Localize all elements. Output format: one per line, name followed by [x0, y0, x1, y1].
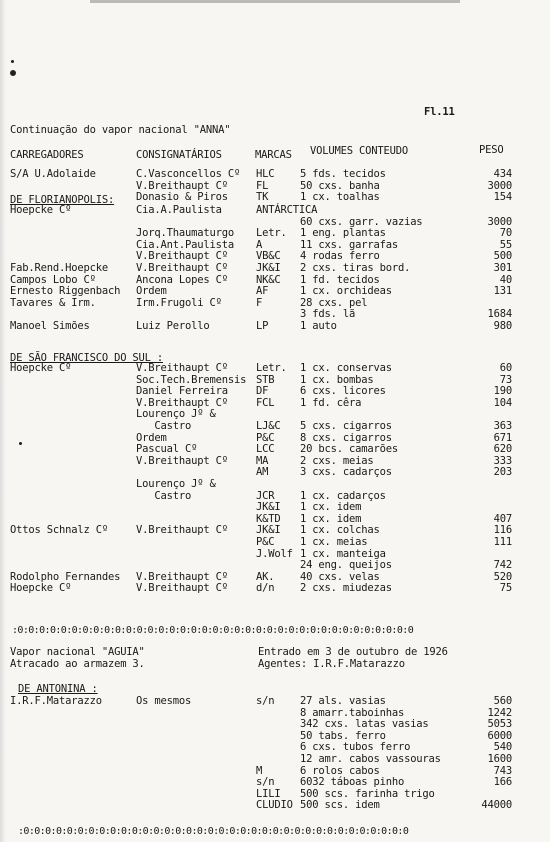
volumes-cell: 1 cx. idem [300, 512, 362, 525]
consignatario-cell: V.Breithaupt Cº [136, 362, 228, 374]
carregador-cell: Hoepcke Cº [10, 582, 72, 595]
consignatario-cell: C.Vasconcellos Cº [136, 168, 241, 180]
consignatario-cell: V.Breithaupt Cº [136, 454, 228, 467]
volumes-cell: 1 cx. conservas [300, 362, 392, 374]
vessel-berth: Atracado ao armazem 3. [10, 658, 145, 670]
peso-cell: 540 [493, 741, 512, 754]
peso-cell: 620 [493, 443, 512, 456]
volumes-cell: 1 cx. meias [300, 536, 368, 548]
marca-cell: P&C [256, 431, 275, 444]
marca-cell: AM [256, 466, 269, 479]
peso-cell: 1600 [487, 753, 512, 765]
peso-cell: 560 [493, 695, 512, 707]
marca-cell: K&TD [256, 512, 281, 525]
volumes-cell: 24 eng. queijos [300, 559, 392, 572]
peso-cell: 6000 [487, 729, 512, 742]
volumes-cell: 5 fds. tecidos [300, 168, 386, 180]
carregador-cell: Fab.Rend.Hoepcke [10, 262, 108, 274]
peso-cell: 70 [499, 227, 512, 240]
volumes-cell: 40 cxs. velas [300, 570, 380, 583]
marca-cell: JCR [256, 489, 275, 502]
volumes-cell: 60 cxs. garr. vazias [300, 215, 423, 228]
volumes-cell: 1 cx. colchas [300, 524, 380, 537]
peso-cell: 154 [493, 191, 512, 204]
marca-cell: MA [256, 454, 269, 467]
continuation-title: Continuação do vapor nacional "ANNA" [10, 124, 231, 136]
volumes-cell: 2 cxs. miudezas [300, 582, 392, 595]
separator-line-end: :0:0:0:0:0:0:0:0:0:0:0:0:0:0:0:0:0:0:0:0:0:0:0:0:0:0:0:0:0:0:0:0:0:0:0:0 [18, 826, 409, 837]
consignatario-cell: Cia.Ant.Paulista [136, 238, 234, 251]
volumes-cell: 1 cx. cadarços [300, 489, 386, 502]
peso-cell: 166 [493, 776, 512, 789]
peso-cell: 407 [493, 512, 512, 525]
section-title-antonina: DE ANTONINA : [18, 683, 98, 695]
peso-cell: 44000 [481, 799, 512, 812]
peso-cell: 40 [499, 273, 512, 286]
page-top-edge [90, 0, 460, 3]
peso-cell: 500 [493, 250, 512, 263]
marca-cell: DF [256, 385, 269, 398]
consignatario-cell: Pascual Cº [136, 443, 198, 456]
marca-cell: TK [256, 191, 269, 204]
peso-cell: 1684 [487, 308, 512, 321]
section-title: DE FLORIANOPOLIS: [10, 194, 115, 207]
marca-cell: JK&I [256, 501, 281, 514]
consignatario-cell: Cia.A.Paulista [136, 204, 222, 216]
volumes-cell: 3 fds. lã [300, 308, 356, 321]
consignatario-cell: Lourenço Jº & [136, 478, 216, 490]
marca-cell: Letr. [256, 227, 287, 240]
volumes-cell: 1 cx. idem [300, 501, 362, 514]
consignatario-cell: V.Breithaupt Cº [136, 396, 228, 409]
volumes-cell: 2 cxs. meias [300, 454, 374, 467]
marca-cell: NK&C [256, 273, 281, 286]
ink-spot [10, 70, 16, 76]
peso-cell: 104 [493, 396, 512, 409]
peso-cell: 75 [499, 582, 512, 595]
carregador-cell: Tavares & Irm. [10, 296, 96, 309]
consignatario-cell: V.Breithaupt Cº [136, 262, 228, 274]
consignatario-cell: Ordem [136, 431, 167, 444]
separator-line: :0:0:0:0:0:0:0:0:0:0:0:0:0:0:0:0:0:0:0:0:0:0:0:0:0:0:0:0:0:0:0:0:0:0:0:0:0 [12, 625, 414, 636]
marca-cell: FCL [256, 396, 275, 409]
page-fold [0, 0, 6, 842]
consignatario-cell: Soc.Tech.Bremensis [136, 373, 247, 386]
carregador-cell: Hoepcke Cº [10, 204, 72, 216]
marca-cell: Letr. [256, 362, 287, 374]
peso-cell: 434 [493, 168, 512, 180]
peso-cell: 3000 [487, 179, 512, 192]
volumes-cell: 6 rolos cabos [300, 764, 380, 777]
volumes-cell: 50 tabs. ferro [300, 729, 386, 742]
carregador-cell: Ernesto Riggenbach [10, 285, 121, 298]
volumes-cell: 6 cxs. tubos ferro [300, 741, 411, 754]
vessel-agents: Agentes: I.R.F.Matarazzo [258, 658, 405, 670]
column-header-carregadores: CARREGADORES [10, 149, 84, 161]
consignatario-cell: Ordem [136, 285, 167, 298]
consignatario-cell: Ancona Lopes Cº [136, 273, 228, 286]
peso-cell: 203 [493, 466, 512, 479]
marca-cell: M [256, 764, 263, 777]
marca-cell: ANTÁRCTICA [256, 204, 318, 216]
volumes-cell: 28 cxs. pel [300, 296, 368, 309]
marca-cell: JK&I [256, 262, 281, 274]
carregador-cell: I.R.F.Matarazzo [10, 695, 102, 707]
marca-cell: AK. [256, 570, 275, 583]
peso-cell: 980 [493, 320, 512, 332]
peso-cell: 60 [499, 362, 512, 374]
peso-cell: 73 [499, 373, 512, 386]
ink-spot [11, 60, 14, 63]
carregador-cell: Rodolpho Fernandes [10, 570, 121, 583]
peso-cell: 1242 [487, 706, 512, 719]
volumes-cell: 8 amarr.taboinhas [300, 706, 405, 719]
peso-cell: 301 [493, 262, 512, 274]
carregador-cell: Hoepcke Cº [10, 362, 72, 374]
marca-cell: LJ&C [256, 420, 281, 432]
volumes-cell: 1 eng. plantas [300, 227, 386, 240]
volumes-cell: 11 cxs. garrafas [300, 238, 398, 251]
peso-cell: 333 [493, 454, 512, 467]
consignatario-cell: Daniel Ferreira [136, 385, 228, 398]
consignatario-cell: Irm.Frugoli Cº [136, 296, 222, 309]
carregador-cell: Manoel Simões [10, 320, 90, 332]
volumes-cell: 27 als. vasias [300, 695, 386, 707]
marca-cell: s/n [256, 695, 275, 707]
consignatario-cell: Luiz Perollo [136, 320, 210, 332]
consignatario-cell: Jorq.Thaumaturgo [136, 227, 234, 240]
volumes-cell: 1 auto [300, 320, 337, 332]
peso-cell: 742 [493, 559, 512, 572]
volumes-cell: 6032 táboas pinho [300, 776, 405, 789]
marca-cell: s/n [256, 776, 275, 789]
volumes-cell: 2 cxs. tiras bord. [300, 262, 411, 274]
peso-cell: 743 [493, 764, 512, 777]
volumes-cell: 1 cx. bombas [300, 373, 374, 386]
carregador-cell: Campos Lobo Cº [10, 273, 96, 286]
carregador-cell: Ottos Schnalz Cº [10, 524, 108, 537]
volumes-cell: 500 scs. idem [300, 799, 380, 812]
volumes-cell: 1 cx. orchideas [300, 285, 392, 298]
carregador-cell: S/A U.Adolaide [10, 168, 96, 180]
peso-cell: 671 [493, 431, 512, 444]
consignatario-cell: Lourenço Jº & [136, 408, 216, 421]
peso-cell: 190 [493, 385, 512, 398]
peso-cell: 363 [493, 420, 512, 432]
consignatario-cell: V.Breithaupt Cº [136, 250, 228, 263]
volumes-cell: 342 cxs. latas vasias [300, 718, 429, 731]
consignatario-cell: Castro [136, 420, 192, 432]
ink-spot [19, 442, 22, 445]
consignatario-cell: V.Breithaupt Cº [136, 179, 228, 192]
marca-cell: LP [256, 320, 269, 332]
peso-cell: 116 [493, 524, 512, 537]
volumes-cell: 50 cxs. banha [300, 179, 380, 192]
peso-cell: 520 [493, 570, 512, 583]
column-header-consignatarios: CONSIGNATÁRIOS [136, 149, 222, 161]
peso-cell: 131 [493, 285, 512, 298]
column-header-marcas: MARCAS [255, 149, 292, 161]
marca-cell: AF [256, 285, 269, 298]
marca-cell: VB&C [256, 250, 281, 263]
marca-cell: FL [256, 179, 269, 192]
volumes-cell: 4 rodas ferro [300, 250, 380, 263]
consignatario-cell: Os mesmos [136, 695, 192, 707]
peso-cell: 3000 [487, 215, 512, 228]
consignatario-cell: Castro [136, 489, 192, 502]
column-header-peso: PESO [479, 144, 504, 156]
volumes-cell: 6 cxs. licores [300, 385, 386, 398]
volumes-cell: 1 cx. toalhas [300, 191, 380, 204]
volumes-cell: 8 cxs. cigarros [300, 431, 392, 444]
section-title: DE SÃO FRANCISCO DO SUL : [10, 352, 164, 365]
marca-cell: JK&I [256, 524, 281, 537]
volumes-cell: 20 bcs. camarões [300, 443, 398, 456]
marca-cell: F [256, 296, 263, 309]
consignatario-cell: V.Breithaupt Cº [136, 524, 228, 537]
page-number: Fl.11 [424, 106, 455, 118]
marca-cell: LCC [256, 443, 275, 456]
volumes-cell: 5 cxs. cigarros [300, 420, 392, 432]
peso-cell: 5053 [487, 718, 512, 731]
peso-cell: 55 [499, 238, 512, 251]
volumes-cell: 1 fd. tecidos [300, 273, 380, 286]
marca-cell: STB [256, 373, 275, 386]
vessel-entry-date: Entrado em 3 de outubro de 1926 [258, 646, 448, 658]
marca-cell: J.Wolf [256, 547, 293, 560]
consignatario-cell: Donasio & Piros [136, 191, 228, 204]
marca-cell: d/n [256, 582, 275, 595]
volumes-cell: 1 cx. manteiga [300, 547, 386, 560]
volumes-cell: 1 fd. cêra [300, 396, 362, 409]
volumes-cell: 3 cxs. cadarços [300, 466, 392, 479]
volumes-cell: 500 scs. farinha trigo [300, 787, 435, 800]
consignatario-cell: V.Breithaupt Cº [136, 570, 228, 583]
volumes-cell: 12 amr. cabos vassouras [300, 753, 441, 765]
marca-cell: LILI [256, 787, 281, 800]
column-header-volumes: VOLUMES CONTEUDO [310, 145, 408, 157]
consignatario-cell: V.Breithaupt Cº [136, 582, 228, 595]
peso-cell: 111 [493, 536, 512, 548]
marca-cell: P&C [256, 536, 275, 548]
marca-cell: CLUDIO [256, 799, 293, 812]
marca-cell: HLC [256, 168, 275, 180]
vessel-name: Vapor nacional "AGUIA" [10, 646, 145, 658]
marca-cell: A [256, 238, 263, 251]
